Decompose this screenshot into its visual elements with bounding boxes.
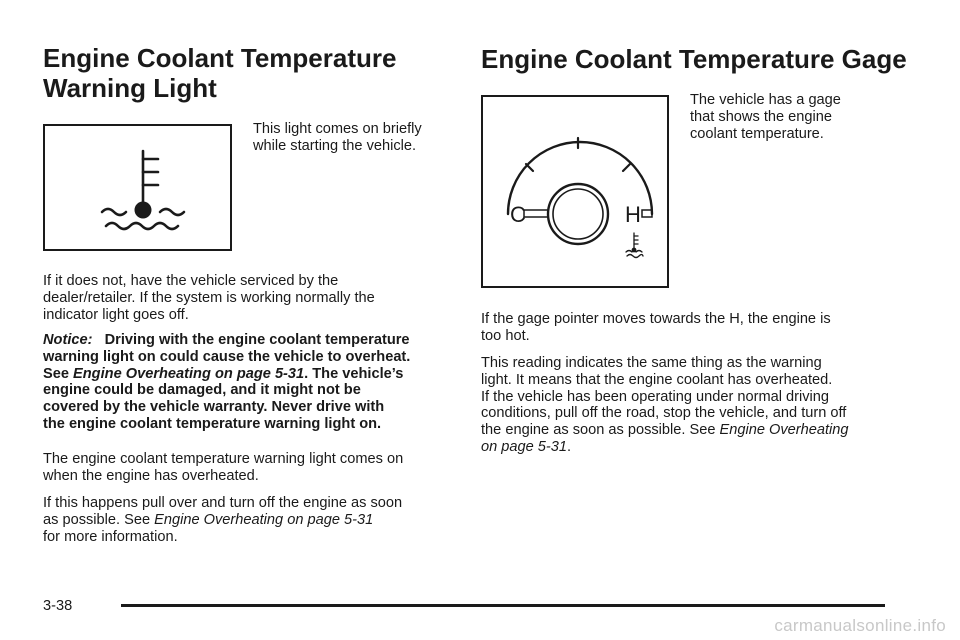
watermark: carmanualsonline.info — [774, 616, 946, 635]
paragraph-line: If this happens pull over and turn off the engine as soon — [43, 495, 403, 511]
mini-coolant-icon — [626, 233, 643, 258]
cross-reference: Engine Overheating on page 5-31 — [73, 365, 305, 382]
coolant-temp-icon — [45, 126, 230, 249]
cross-reference: Engine Overheating — [719, 422, 849, 439]
temperature-gauge-icon — [483, 97, 667, 286]
notice-line: covered by the vehicle warranty. Never drive with — [43, 399, 385, 416]
warning-light-figure — [43, 124, 232, 251]
paragraph-line: If it does not, have the vehicle serviced by the — [43, 273, 339, 289]
page-number: 3-38 — [43, 598, 73, 614]
paragraph-line: If the vehicle has been operating under normal driving — [481, 388, 830, 405]
notice-text: . The vehicle’s — [304, 365, 404, 382]
cross-reference: Engine Overheating on page 5-31 — [154, 511, 374, 528]
warning-light-title-line1: Engine Coolant Temperature — [43, 43, 397, 73]
notice-text: See — [43, 365, 74, 382]
notice-block — [43, 332, 410, 433]
paragraph-line: for more information. — [43, 528, 178, 545]
warning-light-title-line2: Warning Light — [43, 73, 217, 103]
paragraph-line: when the engine has overheated. — [43, 467, 259, 484]
paragraph-line: dealer/retailer. If the system is working normally the — [43, 289, 375, 306]
notice-line: engine could be damaged, and it might not be — [43, 382, 361, 399]
footer-rule — [121, 604, 885, 607]
intro-line: This light comes on briefly — [253, 121, 422, 137]
cross-reference: on page 5-31 — [481, 438, 568, 455]
paragraph-text: as possible. See — [43, 511, 155, 528]
gauge-cold-label: C — [510, 202, 526, 227]
gage-figure — [481, 95, 669, 288]
intro-line: coolant temperature. — [690, 125, 824, 142]
notice-label: Notice: — [43, 332, 93, 348]
paragraph-line: The engine coolant temperature warning light comes on — [43, 451, 404, 467]
paragraph-line: conditions, pull off the road, stop the vehicle, and turn off — [481, 405, 847, 422]
gauge-hot-label: H — [625, 202, 641, 227]
paragraph-text: . — [567, 438, 572, 455]
paragraph-line: If the gage pointer moves towards the H, the engine is — [481, 311, 831, 327]
paragraph-text: the engine as soon as possible. See — [481, 422, 720, 439]
intro-line: The vehicle has a gage — [690, 92, 841, 108]
paragraph-line: light. It means that the engine coolant has overheated. — [481, 371, 833, 388]
paragraph-line: too hot. — [481, 327, 530, 344]
gage-title: Engine Coolant Temperature Gage — [481, 44, 907, 74]
paragraph-line: This reading indicates the same thing as the warning — [481, 355, 822, 371]
notice-line: warning light on could cause the vehicle to overheat. — [43, 348, 411, 365]
notice-line: Driving with the engine coolant temperature — [104, 332, 410, 348]
intro-line: while starting the vehicle. — [253, 137, 417, 154]
paragraph-line: indicator light goes off. — [43, 306, 189, 323]
intro-line: that shows the engine — [690, 108, 832, 125]
notice-line: the engine coolant temperature warning light on. — [43, 415, 382, 432]
